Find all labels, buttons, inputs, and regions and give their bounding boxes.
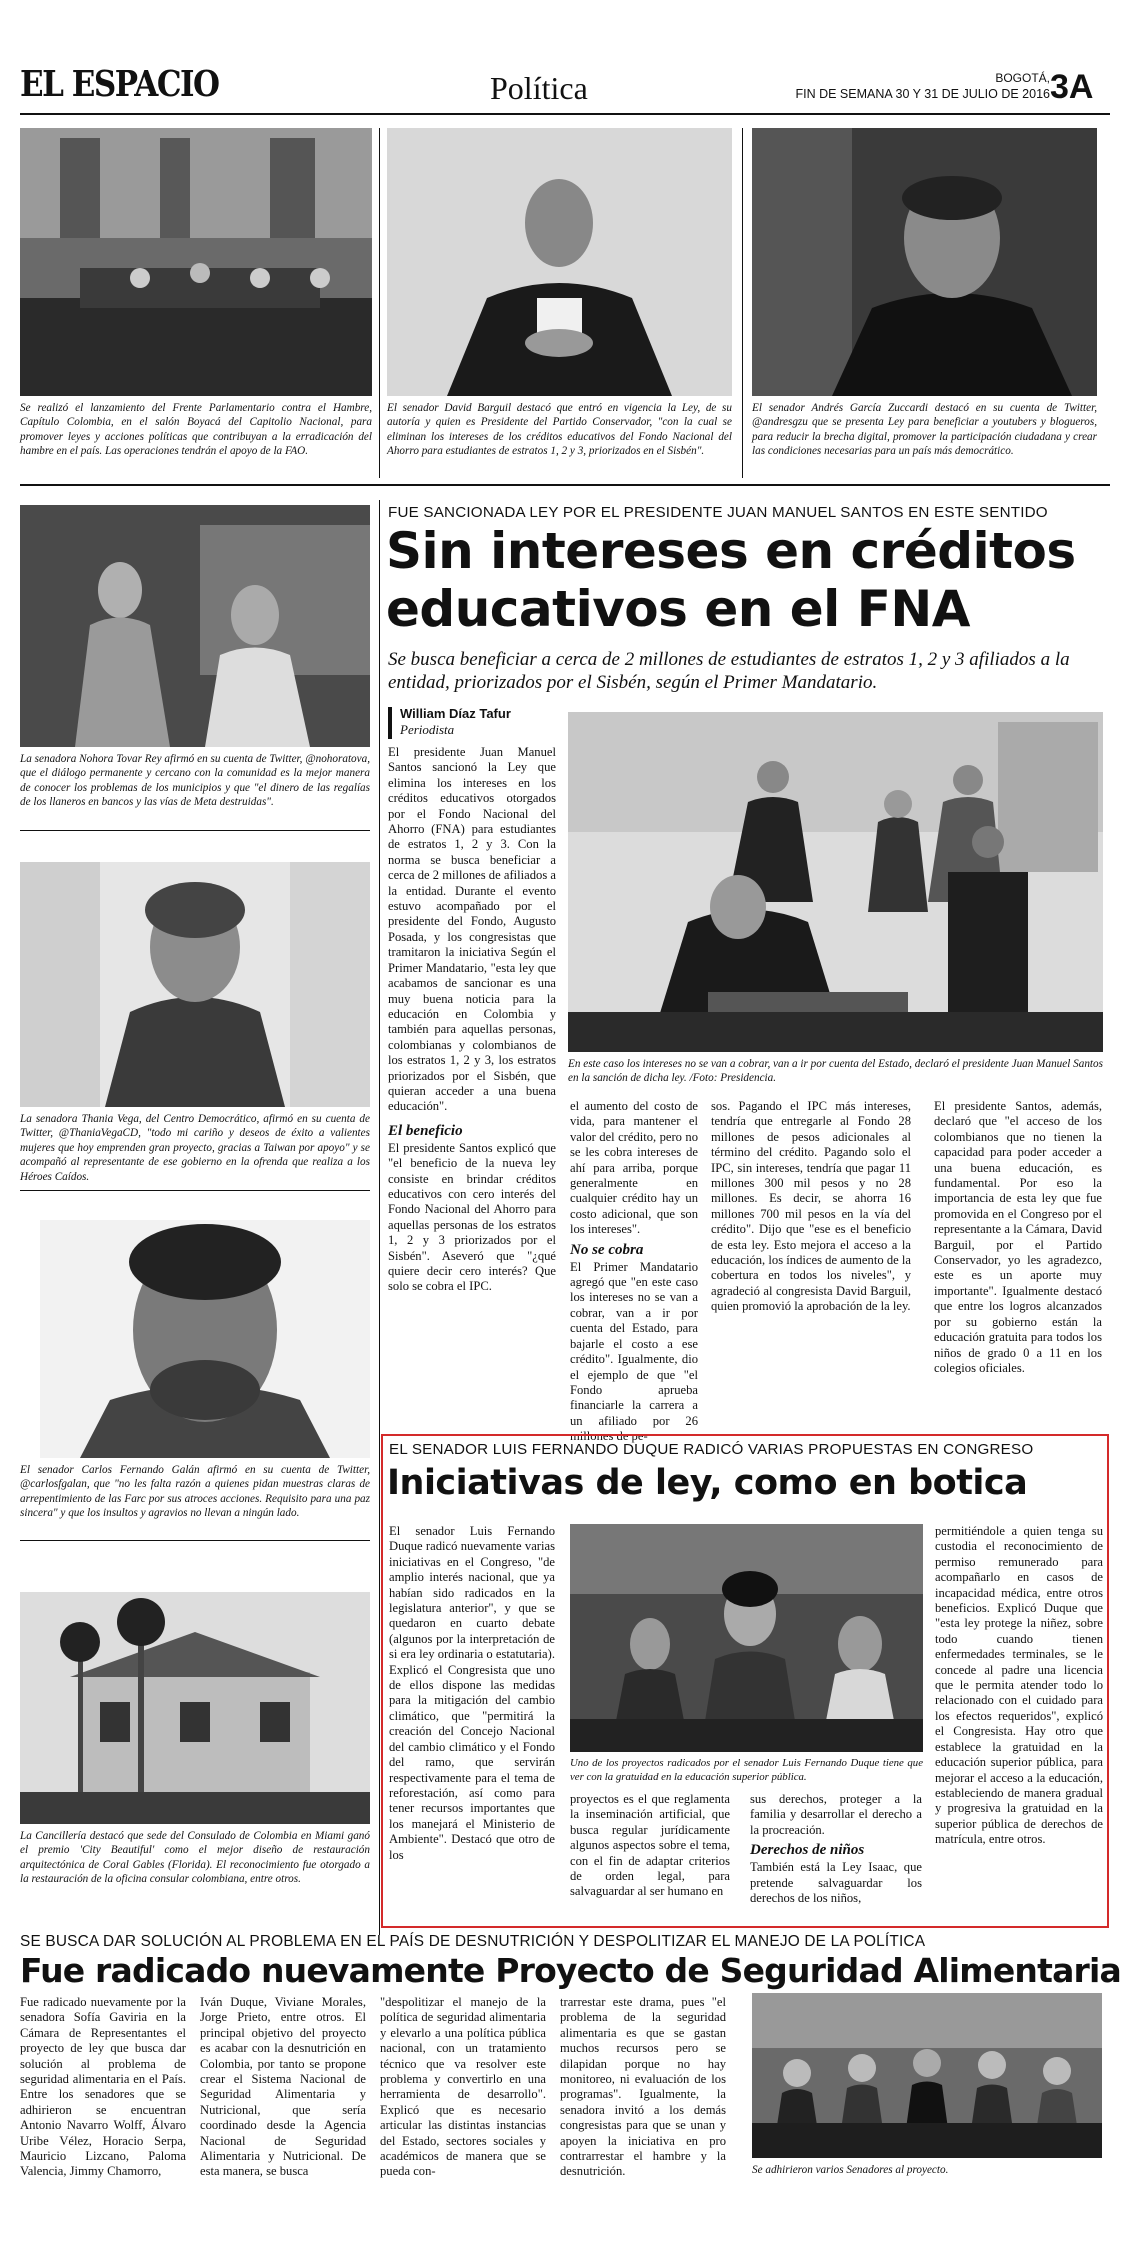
article2-column-3 — [750, 1792, 922, 1906]
article2-col2-text: proyectos es el que reglamenta la inseminación artificial, que busca regular jurídicamente algunos aspectos sobre el tema, con el fin de adaptar criterios de orden legal, para salvaguardar al ser humano en — [570, 1792, 730, 1899]
top-row-divider-1 — [379, 128, 380, 478]
article2-column-2 — [570, 1792, 730, 1900]
photo-frente-parlamentario — [20, 128, 372, 396]
caption-thania-vega: La senadora Thania Vega, del Centro Democrático, afirmó en su cuenta de Twitter, @ThaniaVegaCD, "todo mi cariño y deseos de éxito a valientes mujeres que hoy emprenden gran proyecto, gracias a Taiwan por apoyo" y se acompañó al representante de ese gobierno en la ofrenda que realiza a los Héroes Caídos. — [20, 1113, 370, 1183]
article2-col4-text: permitiéndole a quien tenga su custodia el reconocimiento de permiso remunerado para acompañarlo en casos de incapacidad médica, entre otros beneficios. Explicó Duque que "esta ley protege la niñez, sobre todo cuando tienen enfermedades terminales, se le concede al padre una licencia que le permita atender todo lo relacionado con el cuidado para los efectos requeridos", explicó el Congresista. Hay otro que establece la gratuidad en la educación superior pública, para mejorar el acceso a la educación, estableciendo de manera gradual y progresiva la gratuidad en la superior pública de derechos de matrícula, entre otros. — [935, 1524, 1103, 1847]
article3-col1-text: Fue radicado nuevamente por la senadora Sofía Gaviria en la Cámara de Representantes el proyecto de ley que busca dar solución al problema de seguridad alimentaria en el País. Entre los senadores que se adhirieron se encuentran Antonio Navarro Wolff, Álvaro Uribe Vélez, Horacio Serpa, Mauricio Lizcano, Paloma Valencia, Jimmy Chamorro, — [20, 1995, 186, 2179]
article1-column-4 — [934, 1099, 1102, 1376]
photo-david-barguil — [387, 128, 732, 396]
article1-column-2 — [570, 1099, 698, 1445]
article1-photo-caption: En este caso los intereses no se van a cobrar, van a ir por cuenta del Estado, declaró el presidente Juan Manuel Santos en la sanción de dicha ley. /Foto: Presidencia. — [568, 1058, 1103, 1085]
photo-thania-vega — [20, 862, 370, 1107]
photo-duque-educacion — [570, 1524, 923, 1752]
sidebar-rule-3 — [20, 1540, 370, 1541]
article3-column-4 — [560, 1995, 726, 2180]
caption-nohora-tovar: La senadora Nohora Tovar Rey afirmó en su cuenta de Twitter, @nohoratova, que el diálogo permanente y cercano con la comunidad es la mejor manera de conocer los problemas de los municipios y que "el dinero de las regalías de los llaneros en bancos y las vías de Meta destruidas". — [20, 753, 370, 809]
photo-santos-sancion — [568, 712, 1103, 1052]
article1-byline-role: Periodista — [400, 722, 455, 737]
article1-dek: Se busca beneficiar a cerca de 2 millones de estudiantes de estratos 1, 2 y 3 afiliados a la entidad, priorizados por el Sisbén, según el Primer Mandatario. — [388, 649, 1070, 693]
article1-col2-text: el aumento del costo de vida, para mantener el valor del crédito, pero no se les cobra intereses de ahí para arriba, porque generalmente en cualquier crédito hay un costo adicional, que son los intereses". — [570, 1099, 698, 1237]
photo-andres-garcia — [752, 128, 1097, 396]
sidebar-rule-1 — [20, 830, 370, 831]
article1-col4-text: El presidente Santos, además, declaró que "el acceso de los colombianos que no tienen la capacidad para poder acceder a una buena educación, es fundamental. Por eso la importancia de esta ley que fue promovida en el Congreso por el representante a la Cámara, David Barguil, por el Partido Conservador, yo les agradezco, este es un aporte muy importante". Igualmente destacó que entre los logros alcanzados por su gobierno están la educación gratuita para todos los niños de grado 0 a 11 en los colegios oficiales. — [934, 1099, 1102, 1375]
article1-col1-text: El presidente Juan Manuel Santos sancionó la Ley que elimina los intereses en los créditos educativos otorgados por el Fondo Nacional del Ahorro (FNA) para estudiantes de estratos 1, 2 y 3. Con la norma se busca beneficiar a cerca de 2 millones de afiliados a la entidad. Durante el evento estuvo acompañado por el presidente del Fondo, Augusto Posada, y los congresistas que tramitaron la iniciativa Según el Primer Mandatario, "esta ley que acabamos de sancionar es una muy buena noticia para la educación en Colombia y también para aquellas personas, colombianas y colombianos de los estratos 1, 2 y 3, los estratos priorizados por el Sisbén, que quieran acceder a una buena educación". — [388, 745, 556, 1114]
article3-column-3 — [380, 1995, 546, 2180]
masthead-logo: EL ESPACIO — [20, 64, 219, 106]
masthead-city: BOGOTÁ, — [995, 71, 1050, 85]
photo-senadores-proyecto — [752, 1993, 1102, 2158]
top-row-divider-2 — [742, 128, 743, 478]
article3-photo-caption: Se adhirieron varios Senadores al proyecto. — [752, 2164, 949, 2176]
page-number: 3A — [1050, 68, 1094, 106]
masthead-rule — [20, 113, 1110, 115]
article2-column-1 — [389, 1524, 555, 1863]
photo-carlos-galan — [40, 1220, 370, 1458]
article3-col3-text: "despolitizar el manejo de la política de seguridad alimentaria y elevarlo a una política pública nacional, con un tratamiento técnico que va resolver este problema y convertirlo en una herramienta de desarrollo". Explicó que es necesario articular las distintas instancias del Estado, sectores sociales y académicos de manera que se pueda con- — [380, 1995, 546, 2179]
article1-headline-line2: educativos en el FNA — [386, 580, 970, 638]
article2-col3-text: sus derechos, proteger a la familia y desarrollar el derecho a la procreación. — [750, 1792, 922, 1837]
article1-byline-bar — [388, 707, 392, 739]
article3-kicker: SE BUSCA DAR SOLUCIÓN AL PROBLEMA EN EL PAÍS DE DESNUTRICIÓN Y DESPOLITIZAR EL MANEJO DE LA POLÍTICA — [20, 1933, 926, 1950]
article3-col2-text: Iván Duque, Viviane Morales, Jorge Prieto, entre otros. El principal objetivo del proyecto es acabar con la desnutrición en Colombia, por tanto se propone crear el Sistema Nacional de Seguridad Alimentaria y Nutricional, que sería coordinado desde la Agencia Nacional de Seguridad Alimentaria y Nutricional. De esta manera, se busca — [200, 1995, 366, 2179]
caption-frente-parlamentario: Se realizó el lanzamiento del Frente Parlamentario contra el Hambre, Capítulo Colombia, en el salón Boyacá del Capitolio Nacional, para promover leyes y acciones políticas que contribuyan a la erradicación del hambre en el país. Las operaciones tendrán el apoyo de la FAO. — [20, 402, 372, 458]
caption-andres-garcia: El senador Andrés García Zuccardi destacó en su cuenta de Twitter, @andresgzu que se presenta Ley para beneficiar a youtubers y blogueros, para reducir la brecha digital, promover la participación ciudadana y crear las condiciones necesarias para un país más democrático. — [752, 402, 1097, 458]
photo-nohora-tovar — [20, 505, 370, 747]
article1-kicker: FUE SANCIONADA LEY POR EL PRESIDENTE JUAN MANUEL SANTOS EN ESTE SENTIDO — [388, 504, 1048, 521]
article2-kicker: EL SENADOR LUIS FERNANDO DUQUE RADICÓ VARIAS PROPUESTAS EN CONGRESO — [389, 1441, 1034, 1458]
article2-column-4 — [935, 1524, 1103, 1848]
article3-column-2 — [200, 1995, 366, 2180]
article2-col3b-text: También está la Ley Isaac, que pretende salvaguardar los derechos de los niños, — [750, 1860, 922, 1906]
top-row-rule — [20, 484, 1110, 486]
masthead-date: FIN DE SEMANA 30 Y 31 DE JULIO DE 2016 — [795, 87, 1050, 101]
article2-headline: Iniciativas de ley, como en botica — [387, 1463, 1028, 1503]
article1-headline-line1: Sin intereses en créditos — [386, 522, 1076, 580]
article3-col4-text: trarrestar este drama, pues "el problema de la seguridad alimentaria es que se gastan muchos recursos pero se dilapidan porque no hay monitoreo, ni evaluación de los programas". Igualmente, la senadora invitó a los demás congresistas para que se unan y apoyen la iniciativa en pro contrarrestar el hambre y la desnutrición. — [560, 1995, 726, 2179]
article1-subhead-beneficio: El beneficio — [388, 1122, 463, 1139]
caption-carlos-galan: El senador Carlos Fernando Galán afirmó en su cuenta de Twitter, @carlosfgalan, que "no les falta razón a quienes pidan muestras claras de arrepentimiento de las Farc por sus atroces acciones. Requisito para una paz sincera" y que los insultos y agravios no llevan a ningún lado. — [20, 1464, 370, 1520]
sidebar-rule-2 — [20, 1190, 370, 1191]
article1-col3-text: sos. Pagando el IPC más intereses, tendría que entregarle al Fondo 28 millones de pesos adicionales al término del crédito. Pagando solo el IPC, sin intereses, tendría que pagar 11 millones 300 mil pesos y no 28 millones. Es decir, se ahorra 16 millones 700 mil pesos en la vía del crédito". Dijo que "ese es el beneficio de esta ley. Esto mejora el acceso a la educación, los índices de aumento de la cobertura en todos los niveles", y agradeció al congresista David Barguil, quien promovió la aprobación de la ley. — [711, 1099, 911, 1314]
article2-subhead-derechos: Derechos de niños — [750, 1842, 865, 1859]
article1-column-1 — [388, 745, 556, 1295]
section-title: Política — [490, 70, 588, 106]
article1-col2b-text: El Primer Mandatario agregó que "en este caso los intereses no se van a cobrar, van a ir por cuenta del Estado, para bajarle el costo a ese crédito". Igualmente, dio el ejemplo de que "el Fondo aprueba financiarle la carrera a un afiliado por 26 millones de pe- — [570, 1259, 698, 1444]
caption-consulado-miami: La Cancillería destacó que sede del Consulado de Colombia en Miami ganó el premio 'City Beautiful' como el mejor diseño de restauración arquitectónica de Coral Gables (Florida). El reconocimiento fue otorgado a la restauración de la oficina consular colombiana, entre otros. — [20, 1830, 370, 1886]
article1-subhead-no-se-cobra: No se cobra — [570, 1241, 644, 1258]
article1-byline: William Díaz Tafur — [400, 706, 511, 721]
article3-headline: Fue radicado nuevamente Proyecto de Seguridad Alimentaria — [20, 1951, 1121, 1990]
sidebar-divider — [379, 500, 380, 1935]
article1-column-3 — [711, 1099, 911, 1315]
article3-column-1 — [20, 1995, 186, 2180]
article2-photo-caption: Uno de los proyectos radicados por el senador Luis Fernando Duque tiene que ver con la gratuidad en la educación superior pública. — [570, 1757, 923, 1783]
article1-col1b-text: El presidente Santos explicó que "el beneficio de la nueva ley consiste en brindar créditos educativos con cero interés del Fondo Nacional del Ahorro para aquellas personas de los estratos 1, 2 y 3 priorizados por el Sisbén". Aseveró que "¿qué quiere decir cero interés? Que solo se cobra el IPC. — [388, 1140, 556, 1294]
caption-david-barguil: El senador David Barguil destacó que entró en vigencia la Ley, de su autoría y quien es Presidente del Partido Conservador, "con la cual se eliminan los intereses de los créditos educativos del Fondo Nacional del Ahorro para estudiantes de estratos 1, 2 y 3, priorizados en el Sisbén". — [387, 402, 732, 458]
photo-consulado-miami — [20, 1592, 370, 1824]
article2-col1-text: El senador Luis Fernando Duque radicó nuevamente varias iniciativas en el Congreso, "de amplio interés nacional, que ya habían sido radicados en la legislatura anterior", y que se quedaron en cuarto debate (algunos por la interpretación de si era ley ordinaria o estatutaria). Explicó el Congresista que uno de ellos dispone las medidas para la mitigación del cambio climático, que "permitirá la creación del Concejo Nacional del cambio climático y el Fondo del ramo, que servirán respectivamente para el tema de reforestación, así como para tener recursos importantes que los manejará el Ministerio de Ambiente". Destacó que otro de los — [389, 1524, 555, 1862]
